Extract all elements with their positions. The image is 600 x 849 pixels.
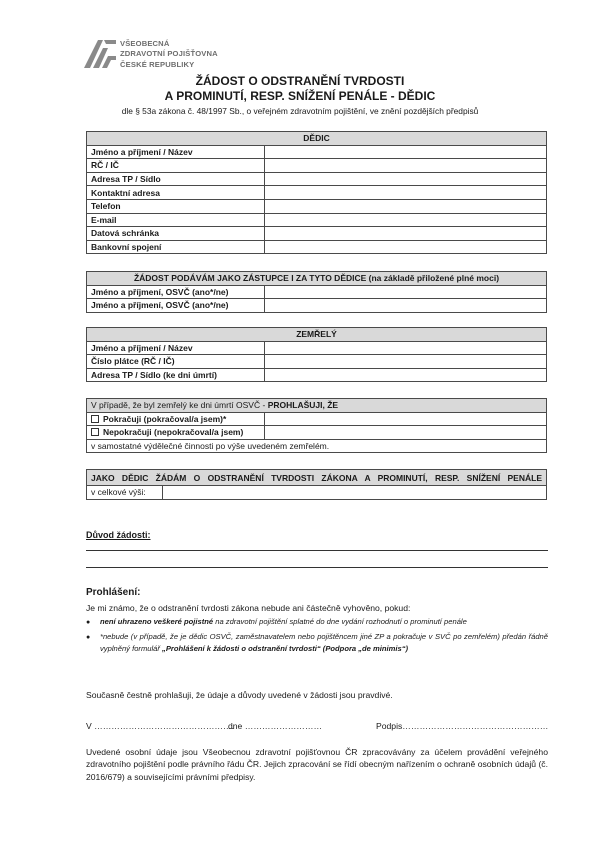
deceased-name-field[interactable] bbox=[265, 341, 547, 355]
logo-line-1: VŠEOBECNÁ bbox=[120, 39, 170, 48]
reason-label: Důvod žádosti: bbox=[86, 530, 151, 540]
declaration-bullet-2-bold: „Prohlášení k žádosti o odstranění tvrdosti“ (Podpora „de minimis“) bbox=[162, 644, 409, 653]
request-amount-field[interactable] bbox=[163, 486, 547, 500]
form-subtitle: dle § 53a zákona č. 48/1997 Sb., o veřejném zdravotním pojištění, ve znění pozdějších předpisů bbox=[121, 106, 479, 116]
heir-bank-field[interactable] bbox=[265, 240, 547, 254]
heir-contact-address-label: Kontaktní adresa bbox=[87, 186, 265, 200]
representative-row-1-field[interactable] bbox=[265, 285, 547, 299]
heir-email-label: E-mail bbox=[87, 213, 265, 227]
signature-place[interactable]: V …………………………………………. bbox=[86, 721, 235, 731]
signature-sign[interactable]: Podpis…………………………………………… bbox=[376, 721, 549, 731]
osvc-header-declare: PROHLAŠUJI, ŽE bbox=[267, 400, 339, 411]
declaration-bullet-1-rest: na zdravotní pojištění splatné do dne vydání rozhodnutí o prominutí penále bbox=[213, 617, 467, 626]
heir-phone-field[interactable] bbox=[265, 199, 547, 213]
form-title-line-2: A PROMINUTÍ, RESP. SNÍŽENÍ PENÁLE - DĚDIC bbox=[164, 89, 436, 103]
heir-databox-label: Datová schránka bbox=[87, 227, 265, 241]
declaration-title: Prohlášení: bbox=[86, 587, 141, 598]
deceased-payer-number-label: Číslo plátce (RČ / IČ) bbox=[87, 355, 265, 369]
heir-bank-label: Bankovní spojení bbox=[87, 240, 265, 254]
osvc-header-text: V případě, že byl zemřelý ke dni úmrtí OSVČ - bbox=[91, 400, 268, 411]
osvc-option-continue-blank bbox=[265, 412, 547, 426]
osvc-table bbox=[86, 398, 547, 453]
osvc-footer: v samostatné výdělečné činnosti po výše uvedeném zemřelém. bbox=[87, 439, 547, 453]
heir-name-label: Jméno a příjmení / Název bbox=[87, 145, 265, 159]
checkbox-empty-icon[interactable] bbox=[91, 415, 99, 423]
deceased-header: ZEMŘELÝ bbox=[87, 328, 547, 342]
heir-id-label: RČ / IČ bbox=[87, 159, 265, 173]
signature-date[interactable]: dne ……………………… bbox=[228, 721, 323, 731]
logo-line-3: ČESKÉ REPUBLIKY bbox=[120, 59, 195, 69]
osvc-option-not-continue-label: Nepokračuji (nepokračoval/a jsem) bbox=[103, 427, 244, 438]
representative-table bbox=[86, 271, 547, 313]
declaration-bullet-2 bbox=[100, 631, 548, 655]
bullet-dot-icon: ● bbox=[86, 619, 91, 626]
form-title bbox=[0, 74, 600, 104]
osvc-option-continue[interactable] bbox=[87, 412, 265, 426]
bullet-dot-icon: ● bbox=[86, 634, 91, 641]
heir-phone-label: Telefon bbox=[87, 199, 265, 213]
heir-name-field[interactable] bbox=[265, 145, 547, 159]
representative-row-1-label: Jméno a příjmení, OSVČ (ano*/ne) bbox=[87, 285, 265, 299]
privacy-footer: Uvedené osobní údaje jsou Všeobecnou zdravotní pojišťovnou ČR zpracovávány za účelem provádění veřejného zdravotního pojištění podle právního řádu ČR. Jejich zpracování se řídí obecným nařízením o ochraně osobních údajů (č. 2016/679) a souvisejícími právními předpisy. bbox=[86, 747, 548, 782]
osvc-header bbox=[87, 399, 547, 413]
deceased-address-label: Adresa TP / Sídlo (ke dni úmrtí) bbox=[87, 368, 265, 382]
declaration-bullet-2-text: *nebude (v případě, že je dědic OSVČ, zaměstnavatelem nebo pojištěncem jiné ZP a pokračuje v SVČ po zemřelém) předán řádně vyplněný formulář bbox=[100, 632, 548, 653]
declaration-bullet-1-bold: není uhrazeno veškeré pojistné bbox=[100, 617, 214, 626]
osvc-option-continue-label: Pokračuji (pokračoval/a jsem)* bbox=[103, 413, 227, 424]
heir-email-field[interactable] bbox=[265, 213, 547, 227]
heir-contact-address-field[interactable] bbox=[265, 186, 547, 200]
request-amount-label: v celkové výši: bbox=[87, 486, 163, 500]
deceased-payer-number-field[interactable] bbox=[265, 355, 547, 369]
logo-text bbox=[120, 39, 218, 70]
heir-id-field[interactable] bbox=[265, 159, 547, 173]
vzp-logo-icon bbox=[84, 38, 118, 68]
representative-header: ŽÁDOST PODÁVÁM JAKO ZÁSTUPCE I ZA TYTO DĚDICE (na základě přiložené plné moci) bbox=[87, 272, 547, 286]
representative-row-2-field[interactable] bbox=[265, 299, 547, 313]
heir-address-label: Adresa TP / Sídlo bbox=[87, 172, 265, 186]
heir-address-field[interactable] bbox=[265, 172, 547, 186]
deceased-address-field[interactable] bbox=[265, 368, 547, 382]
vzp-logo bbox=[84, 38, 244, 72]
logo-line-2: ZDRAVOTNÍ POJIŠŤOVNA bbox=[120, 49, 218, 59]
request-table bbox=[86, 469, 547, 500]
declaration-intro: Je mi známo, že o odstranění tvrdosti zákona nebude ani částečně vyhověno, pokud: bbox=[86, 603, 411, 613]
request-header: JAKO DĚDIC ŽÁDÁM O ODSTRANĚNÍ TVRDOSTI ZÁKONA A PROMINUTÍ, RESP. SNÍŽENÍ PENÁLE bbox=[87, 470, 547, 486]
declaration-bullet-1 bbox=[100, 616, 548, 628]
signature-row bbox=[86, 721, 548, 733]
reason-line-2[interactable] bbox=[86, 567, 548, 568]
checkbox-empty-icon[interactable] bbox=[91, 428, 99, 436]
representative-row-2-label: Jméno a příjmení, OSVČ (ano*/ne) bbox=[87, 299, 265, 313]
osvc-option-not-continue-blank bbox=[265, 426, 547, 440]
declaration-truth: Současně čestně prohlašuji, že údaje a důvody uvedené v žádosti jsou pravdivé. bbox=[86, 690, 393, 700]
deceased-table bbox=[86, 327, 547, 382]
form-title-line-1: ŽÁDOST O ODSTRANĚNÍ TVRDOSTI bbox=[195, 74, 405, 88]
heir-header: DĚDIC bbox=[87, 132, 547, 146]
heir-table bbox=[86, 131, 547, 254]
deceased-name-label: Jméno a příjmení / Název bbox=[87, 341, 265, 355]
heir-databox-field[interactable] bbox=[265, 227, 547, 241]
osvc-option-not-continue[interactable] bbox=[87, 426, 265, 440]
reason-line-1[interactable] bbox=[86, 550, 548, 551]
